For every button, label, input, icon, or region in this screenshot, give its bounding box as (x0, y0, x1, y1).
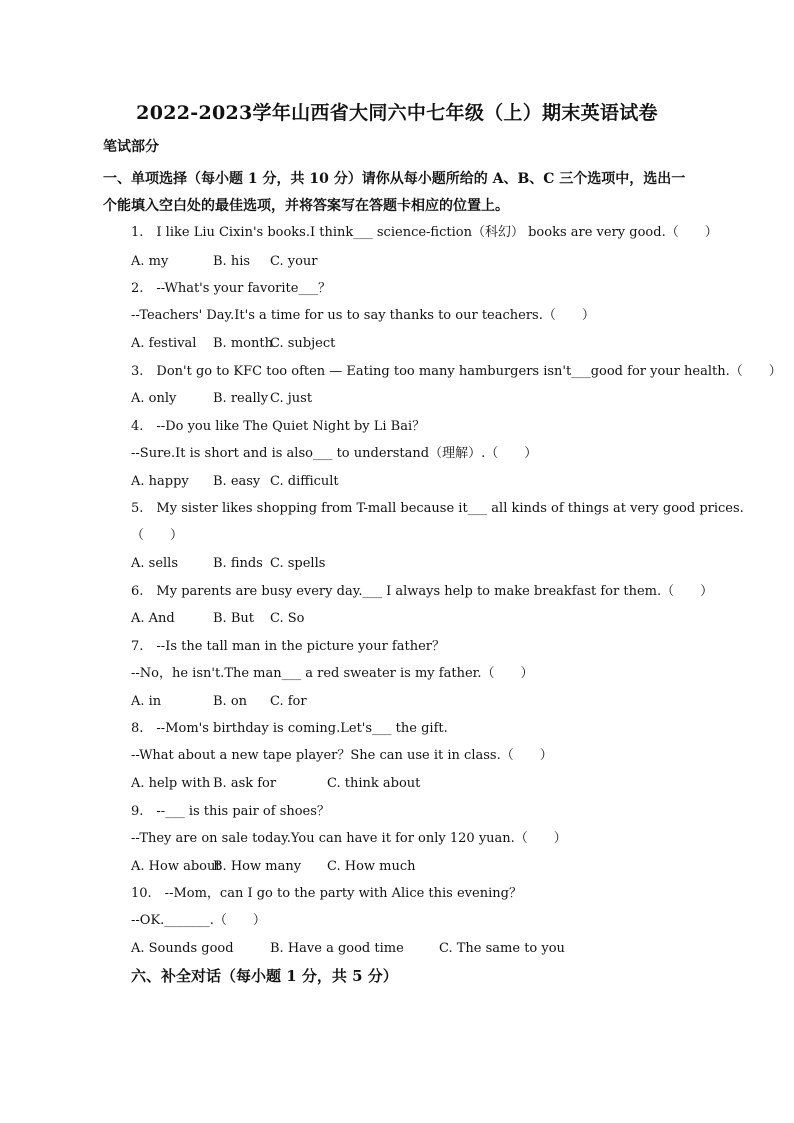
question-10-stem: 10. --Mom，can I go to the party with Alice this evening？ (131, 886, 522, 901)
question-6-option-b: B. But (213, 611, 254, 626)
question-7-option-c: C. for (270, 694, 307, 709)
question-8-reply: --What about a new tape player？She can use it in class.（ ） (131, 748, 553, 763)
question-4-option-b: B. easy (213, 474, 261, 489)
question-8-option-b: B. ask for (213, 776, 277, 791)
section1-instruction-line2: 个能填入空白处的最佳选项，并将答案写在答题卡相应的位置上。 (103, 198, 509, 214)
question-10-reply: --OK._______.（ ） (131, 913, 266, 928)
question-3-stem: 3. Don't go to KFC too often — Eating too many hamburgers isn't___good for your health.（ ） (131, 364, 782, 379)
question-10-option-a: A. Sounds good (131, 941, 234, 956)
question-5-stem: 5. My sister likes shopping from T-mall because it___ all kinds of things at very good prices. (131, 501, 744, 516)
question-1-option-c: C. your (270, 254, 318, 269)
question-5-option-a: A. sells (131, 556, 179, 571)
question-8-option-c: C. think about (327, 776, 421, 791)
section6-heading: 六、补全对话（每小题 1 分，共 5 分） (131, 967, 398, 985)
question-10-option-b: B. Have a good time (270, 941, 404, 956)
question-5-answer-blank: （ ） (131, 528, 184, 543)
written-part-heading: 笔试部分 (103, 139, 159, 155)
question-7-option-a: A. in (131, 694, 162, 709)
question-4-option-c: C. difficult (270, 474, 339, 489)
question-5-option-b: B. finds (213, 556, 263, 571)
question-2-option-c: C. subject (270, 336, 336, 351)
question-7-stem: 7. --Is the tall man in the picture your father？ (131, 639, 445, 654)
question-6-option-c: C. So (270, 611, 305, 626)
question-1-option-b: B. his (213, 254, 251, 269)
question-6-stem: 6. My parents are busy every day.___ I always help to make breakfast for them.（ ） (131, 584, 714, 599)
question-1-option-a: A. my (131, 254, 169, 269)
question-2-option-a: A. festival (131, 336, 197, 351)
question-1-stem: 1. I like Liu Cixin's books.I think___ science-fiction（科幻） books are very good.（ ） (131, 225, 718, 240)
question-3-option-c: C. just (270, 391, 313, 406)
question-7-option-b: B. on (213, 694, 248, 709)
question-6-option-a: A. And (131, 611, 175, 626)
question-3-option-a: A. only (131, 391, 177, 406)
question-2-reply: --Teachers' Day.It's a time for us to say thanks to our teachers.（ ） (131, 308, 595, 323)
question-3-option-b: B. really (213, 391, 269, 406)
question-4-reply: --Sure.It is short and is also___ to understand（理解）.（ ） (131, 446, 538, 461)
question-9-option-b: B. How many (213, 859, 302, 874)
question-9-reply: --They are on sale today.You can have it for only 120 yuan.（ ） (131, 831, 567, 846)
question-8-stem: 8. --Mom's birthday is coming.Let's___ the gift. (131, 721, 448, 736)
section1-instruction-line1: 一、单项选择（每小题 1 分，共 10 分）请你从每小题所给的 A、B、C 三个选项中，选出一 (103, 171, 686, 187)
question-2-option-b: B. month (213, 336, 273, 351)
question-4-option-a: A. happy (131, 474, 189, 489)
question-10-option-c: C. The same to you (439, 941, 565, 956)
exam-title: 2022-2023学年山西省大同六中七年级（上）期末英语试卷 (136, 102, 658, 124)
question-5-option-c: C. spells (270, 556, 326, 571)
question-2-stem: 2. --What's your favorite___？ (131, 281, 331, 296)
question-9-option-c: C. How much (327, 859, 416, 874)
question-9-option-a: A. How about (131, 859, 221, 874)
question-7-reply: --No，he isn't.The man___ a red sweater is my father.（ ） (131, 666, 534, 681)
question-4-stem: 4. --Do you like The Quiet Night by Li Bai？ (131, 419, 426, 434)
question-9-stem: 9. --___ is this pair of shoes？ (131, 804, 330, 819)
question-8-option-a: A. help with (131, 776, 211, 791)
